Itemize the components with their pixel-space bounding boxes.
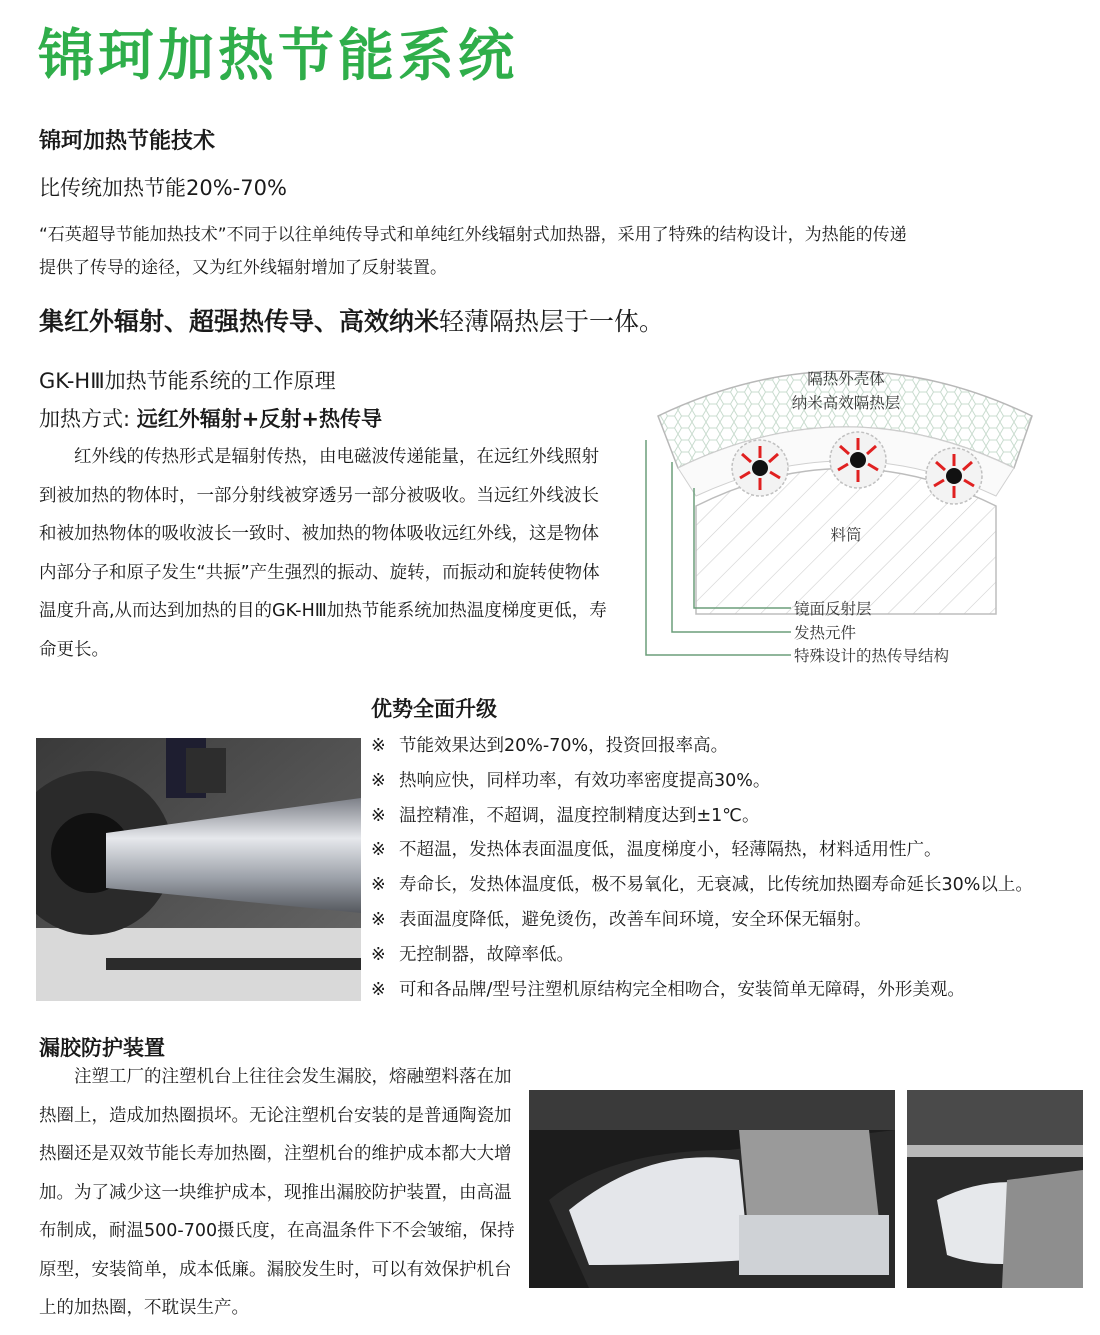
principle-body: 红外线的传热形式是辐射传热，由电磁波传递能量，在远红外线照射到被加热的物体时，一部分射线被穿透另一部分被吸收。当远红外线波长和被加热物体的吸收波长一致时、被加热的物体吸收远红外线，这是物体内部分子和原子发生“共振”产生强烈的振动、旋转，而振动和旋转使物体温度升高,从而达到加热的目的GK-HⅢ加热节能系统加热温度梯度更低，寿命更长。 (39, 447, 607, 660)
list-item-text: 温控精准，不超调，温度控制精度达到±1℃。 (399, 805, 760, 826)
tech-paragraph-line: 提供了传导的途径，又为红外线辐射增加了反射装置。 (39, 258, 447, 278)
list-marker: ※ (371, 875, 386, 896)
integrate-suffix: 轻薄隔热层于一体。 (439, 307, 665, 336)
list-marker: ※ (371, 979, 386, 1000)
leak-guard-photo-2 (907, 1090, 1083, 1288)
list-item (371, 833, 1033, 868)
integrate-prefix: 集 (39, 307, 65, 336)
list-item (371, 799, 1033, 834)
list-marker: ※ (371, 909, 386, 930)
label-barrel: 料筒 (830, 526, 862, 544)
list-marker: ※ (371, 840, 386, 861)
leak-guard-photo-1 (529, 1090, 895, 1288)
list-item-text: 寿命长，发热体温度低，极不易氧化，无衰减，比传统加热圈寿命延长30%以上。 (399, 875, 1033, 896)
label-nano: 纳米高效隔热层 (791, 394, 901, 412)
list-marker: ※ (371, 770, 386, 791)
list-item (371, 973, 1033, 1008)
heating-method (39, 403, 382, 433)
tech-subtitle: 比传统加热节能20%-70% (39, 176, 287, 200)
list-item (371, 729, 1033, 764)
label-structure: 特殊设计的热传导结构 (794, 647, 950, 665)
list-item-text: 可和各品牌/型号注塑机原结构完全相吻合，安装简单无障碍，外形美观。 (399, 979, 965, 1000)
list-item (371, 868, 1033, 903)
integrate-bold: 红外辐射、超强热传导、高效纳米 (64, 307, 440, 336)
list-marker: ※ (371, 736, 386, 756)
leak-heading: 漏胶防护装置 (39, 1036, 165, 1060)
tech-paragraph (39, 219, 1079, 285)
heating-method-label: 加热方式: (39, 407, 137, 431)
list-marker: ※ (371, 805, 386, 826)
list-item-text: 无控制器，故障率低。 (399, 944, 574, 965)
page-title: 锦珂加热节能系统 (38, 24, 518, 89)
principle-heading: GK-HⅢ加热节能系统的工作原理 (39, 369, 336, 393)
advantages-heading: 优势全面升级 (371, 697, 497, 721)
list-marker: ※ (371, 944, 386, 965)
label-element: 发热元件 (794, 624, 857, 642)
label-shell: 隔热外壳体 (807, 370, 885, 388)
label-mirror: 镜面反射层 (794, 600, 872, 618)
heating-principle-diagram (636, 356, 1056, 672)
integrate-statement (39, 302, 664, 338)
heating-element (732, 440, 788, 496)
barrel-photo (36, 738, 361, 1001)
heating-method-value: 远红外辐射+反射+热传导 (136, 407, 382, 431)
heating-element (830, 432, 886, 488)
leak-body: 注塑工厂的注塑机台上往往会发生漏胶，熔融塑料落在加热圈上，造成加热圈损坏。无论注塑机台安装的是普通陶瓷加热圈还是双效节能长寿加热圈，注塑机台的维护成本都大大增加。为了减少这一块维护成本，现推出漏胶防护装置，由高温布制成，耐温500-700摄氏度，在高温条件下不会皱缩，保持原型，安装简单，成本低廉。漏胶发生时，可以有效保护机台上的加热圈，不耽误生产。 (39, 1067, 515, 1318)
tech-heading: 锦珂加热节能技术 (39, 129, 216, 154)
list-item (371, 903, 1033, 938)
tech-paragraph-line: “石英超导节能加热技术”不同于以往单纯传导式和单纯红外线辐射式加热器，采用了特殊的结构设计，为热能的传递 (39, 225, 907, 245)
list-item-text: 表面温度降低，避免烫伤，改善车间环境，安全环保无辐射。 (399, 909, 872, 930)
list-item (371, 938, 1033, 973)
list-item-text: 热响应快，同样功率，有效功率密度提高30%。 (399, 770, 771, 791)
list-item-text: 节能效果达到20%-70%，投资回报率高。 (399, 736, 729, 756)
heating-element (926, 448, 982, 504)
list-item (371, 764, 1033, 799)
list-item-text: 不超温，发热体表面温度低，温度梯度小，轻薄隔热，材料适用性广。 (399, 840, 942, 861)
advantages-list (371, 729, 1033, 1007)
